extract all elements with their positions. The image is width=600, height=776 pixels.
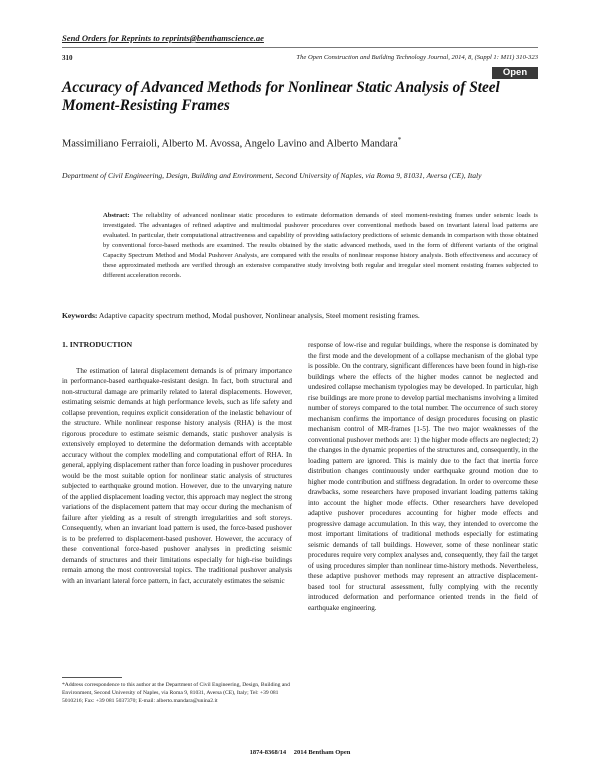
right-column <box>308 340 538 613</box>
corresponding-author-mark: * <box>397 136 402 144</box>
journal-citation: The Open Construction and Building Technology Journal, 2014, 8, (Suppl 1: M11) 310-323 <box>296 54 538 61</box>
keywords-label: Keywords: <box>62 311 98 320</box>
publisher-copyright: 2014 Bentham Open <box>293 749 351 756</box>
page-number: 310 <box>62 54 73 62</box>
footnote-separator <box>62 677 122 678</box>
section-heading-introduction: 1. INTRODUCTION <box>62 340 133 349</box>
author-list <box>62 136 538 149</box>
intro-paragraph-right: response of low-rise and regular buildings, where the response is dominated by the first mode and the development of a collapse mechanism of the global type is possible. On the contrary, significant differences have been found in high-rise buildings where the effects of the higher modes cannot be neglected and undesired collapse mechanism typologies may be developed. In particular, high rise buildings are more prone to develop partial mechanisms involving a limited number of storeys compared to the total number. The occurrence of such storey mechanism confirms the importance of design procedures focusing on plastic mechanism control of MR-frames [1-5]. The two major weaknesses of the conventional pushover methods are: 1) the higher mode effects are neglected; 2) the changes in the dynamic properties of the structures and, consequently, in the loading pattern are ignored. This is mainly due to the fact that inertia force distribution changes continuously under earthquake ground motion due to higher mode contribution and stiffness degradation. In order to overcome these drawbacks, some researchers have proposed invariant loading patterns taking into account the higher mode effects. Other researchers have developed adaptive pushover procedures accounting for higher mode effects and progressive damage accumulation. In this way, they intended to overcome the most important limitations of traditional methods especially for estimating seismic demands of tall buildings. However, some of these nonlinear static procedures require very complex analyses and, consequently, they fail the target of using procedures simpler than nonlinear time-history methods. Nevertheless, these adaptive pushover methods may represent an attractive displacement-based tool for structural assessment, fully complying with the recently introduced deformation and performance oriented trends in the field of earthquake engineering. <box>308 341 538 612</box>
abstract <box>103 211 538 281</box>
page-footer <box>62 749 538 756</box>
affiliation: Department of Civil Engineering, Design, Building and Environment, Second University of Naples, via Roma 9, 81031, Aversa (CE), Italy <box>62 171 482 180</box>
correspondence-footnote: *Address correspondence to this author at the Department of Civil Engineering, Design, Building and Environment, Second University of Naples, via Roma 9, 81031, Aversa (CE), Italy; Tel: +39 081 5010216; Fax: +39 081 5037370; E-mail: alberto.mandara@unina2.it <box>62 682 290 705</box>
abstract-text: The reliability of advanced nonlinear static procedures to estimate deformation demands of steel moment-resisting frames under seismic loads is investigated. The advantages of refined adaptive and multimodal pushover procedures over conventional methods based on invariant lateral load patterns are evaluated. In particular, their computational attractiveness and capability of providing satisfactory predictions of seismic demands in comparison with those obtained by conventional force-based methods are examined. The results obtained by the static advanced methods, used in the form of different variants of the original Capacity Spectrum Method and Modal Pushover Analysis, are compared with the results of nonlinear response history analysis. Both effectiveness and accuracy of these approximated methods are verified through an extensive comparative study involving both regular and irregular steel moment resisting frames subjected to different acceleration records. <box>103 212 538 279</box>
keywords-text: Adaptive capacity spectrum method, Modal pushover, Nonlinear analysis, Steel moment resisting frames. <box>98 311 420 320</box>
left-column <box>62 340 292 586</box>
reprints-link[interactable]: Send Orders for Reprints to reprints@benthamscience.ae <box>62 33 264 43</box>
keywords <box>62 311 538 320</box>
abstract-label: Abstract: <box>103 212 130 219</box>
open-access-badge: Open Access <box>492 67 538 79</box>
authors-text: Massimiliano Ferraioli, Alberto M. Avossa, Angelo Lavino and Alberto Mandara <box>62 138 398 150</box>
paper-title: Accuracy of Advanced Methods for Nonlinear Static Analysis of Steel Moment-Resisting Frames <box>62 79 500 114</box>
issn: 1874-8368/14 <box>249 749 287 756</box>
reprint-header <box>62 33 538 48</box>
intro-paragraph-left: The estimation of lateral displacement demands is of primary importance in performance-based earthquake-resistant design. In fact, both structural and non-structural damage are primarily related to lateral displacements. However, estimating seismic demands at high performance levels, such as life safety and collapse prevention, requires explicit consideration of the inelastic behaviour of the structure. While nonlinear response history analysis (RHA) is the most rigorous procedure to estimate seismic demands, static pushover analysis is extensively employed to determine the deformation demands with acceptable accuracy without the complex modelling and computational effort of RHA. In general, applying displacement rather than force loading in pushover procedures would be the most suitable option for nonlinear static analysis of structures subjected to earthquake ground motion. However, due to the unvarying nature of the applied displacement loading vector, this approach may neglect the strong variations of the displacement pattern that may occur during the mechanism of failure after yielding as a result of strength irregularities and soft storeys. Consequently, when an invariant load pattern is used, the force-based pushover is to be preferred to displacement-based pushover. However, the accuracy of these conventional force-based pushover analyses in predicting seismic demands of structures and their limitations especially for high-rise buildings remain among the most controversial topics. The traditional pushover analysis with an invariant lateral force pattern, in fact, accurately estimates the seismic <box>62 366 292 585</box>
